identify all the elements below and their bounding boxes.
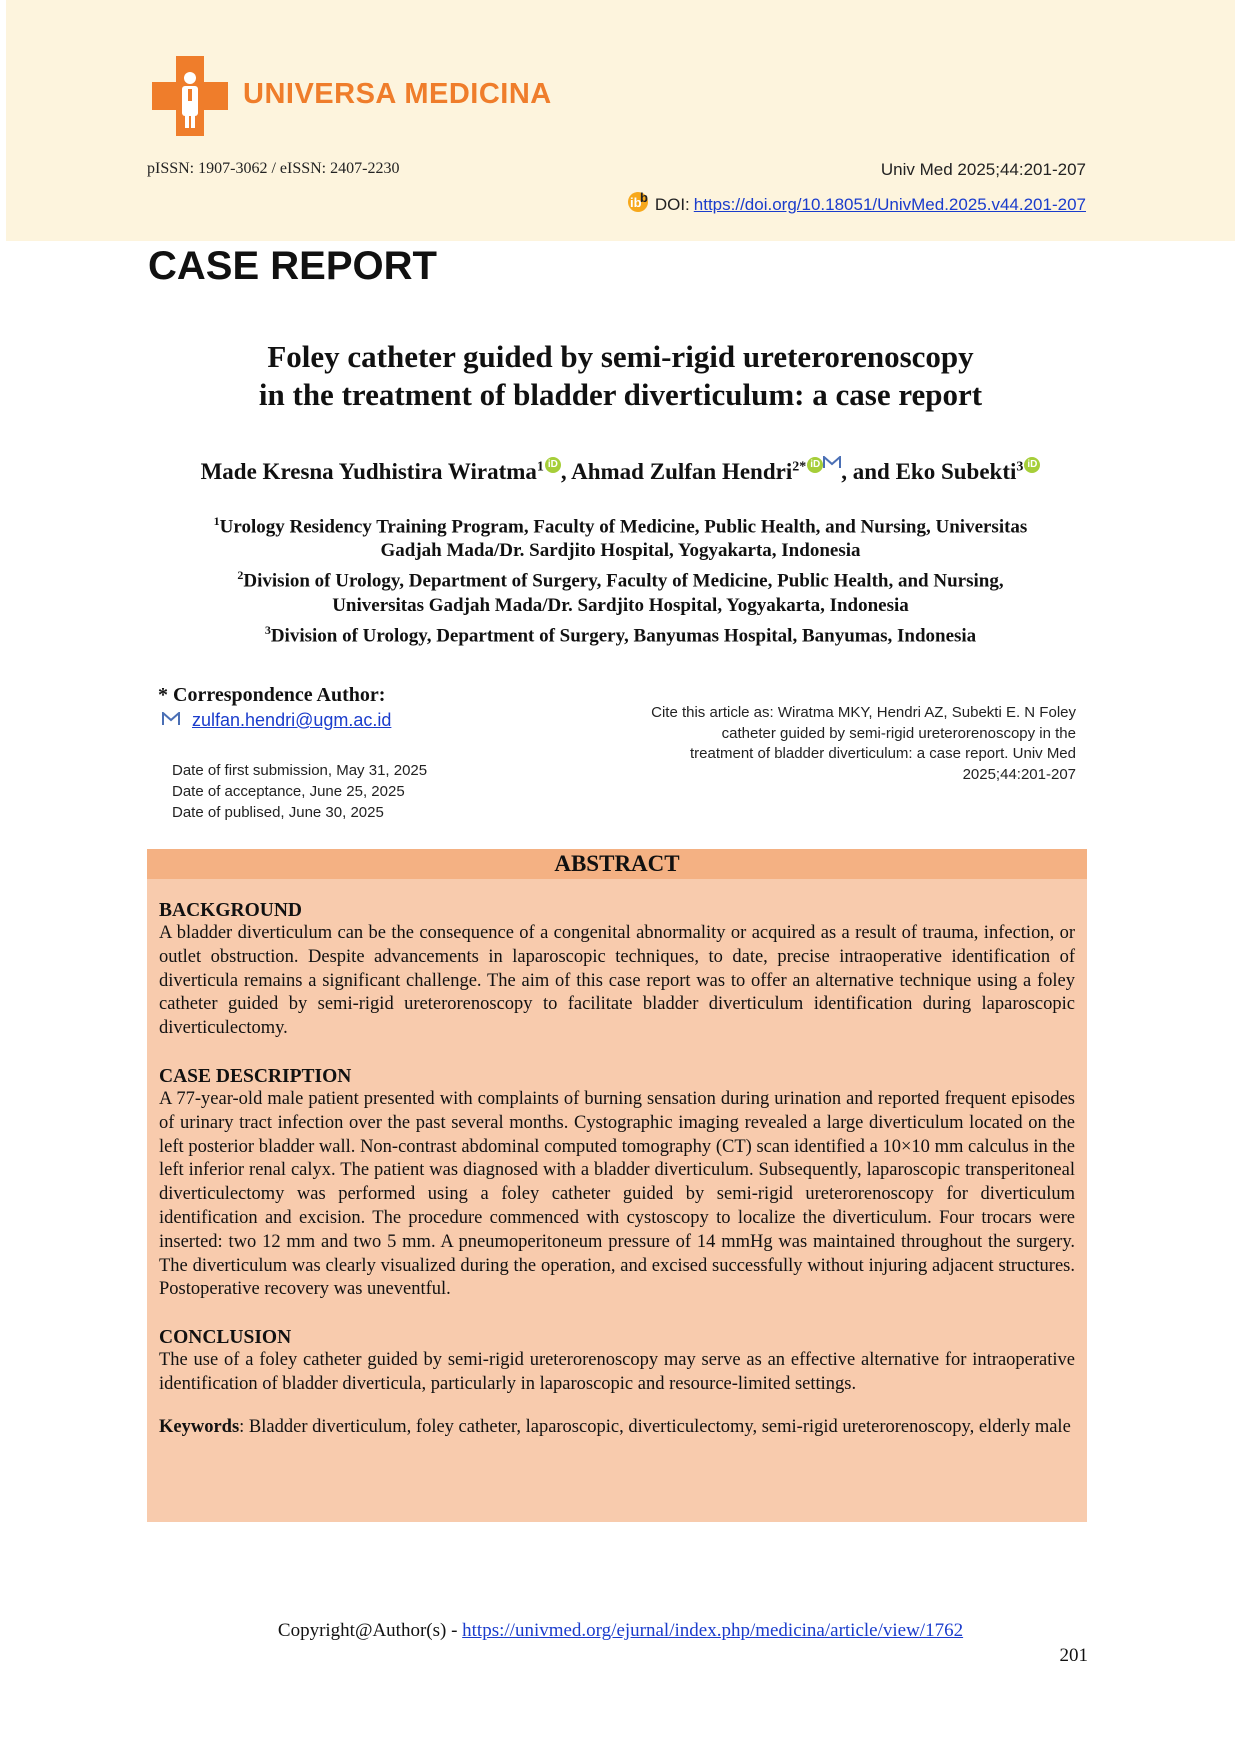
background-heading: BACKGROUND xyxy=(159,900,303,921)
svg-text:b: b xyxy=(639,191,648,205)
correspondence-label: * Correspondence Author: xyxy=(158,684,386,706)
date-submission: Date of first submission, May 31, 2025 xyxy=(172,762,428,779)
author-affil-sup: 3 xyxy=(1016,459,1024,475)
page-number: 201 xyxy=(1059,1645,1088,1666)
cite-line: Cite this article as: Wiratma MKY, Hendri AZ, Subekti E. N Foley xyxy=(651,704,1076,721)
author-affil-sup: 1 xyxy=(536,459,544,475)
copyright-text: Copyright@Author(s) - xyxy=(277,1620,463,1641)
svg-text:ib: ib xyxy=(629,195,642,210)
doi-line xyxy=(627,191,1086,218)
keywords xyxy=(159,1416,1075,1440)
cite-line: treatment of bladder diverticulum: a case report. Univ Med xyxy=(689,745,1076,762)
author-separator: , and xyxy=(841,459,896,484)
affiliation-2 xyxy=(0,563,1241,593)
affil-sup: 3 xyxy=(264,622,271,637)
affil-text: Division of Urology, Department of Surgery, Faculty of Medicine, Public Health, and Nursing, xyxy=(243,570,1004,592)
doi-link[interactable]: https://doi.org/10.18051/UnivMed.2025.v44.201-207 xyxy=(693,194,1086,214)
keywords-label: Keywords xyxy=(159,1416,240,1437)
background-text: A bladder diverticulum can be the consequence of a congenital abnormality or acquired as a result of trauma, infection, or outlet obstruction. Despite advancements in laparoscopic techniques, to date, precise intraoperative identification of diverticula remains a significant challenge. The aim of this case report was to offer an alternative technique using a foley catheter guided by semi-rigid ureterorenoscopy to facilitate bladder diverticulum identification during laparoscopic diverticulectomy. xyxy=(159,923,1075,1039)
affiliation-1-cont: Gadjah Mada/Dr. Sardjito Hospital, Yogyakarta, Indonesia xyxy=(380,540,861,562)
case-description-heading: CASE DESCRIPTION xyxy=(159,1065,352,1087)
conclusion-text: The use of a foley catheter guided by semi-rigid ureterorenoscopy may serve as an effective alternative for intraoperative identification of bladder diverticula, particularly in laparoscopic and resource-limited settings. xyxy=(159,1350,1075,1394)
author-name: Eko Subekti xyxy=(895,459,1017,484)
affil-sup: 1 xyxy=(213,514,220,528)
author-name: Made Kresna Yudhistira Wiratma xyxy=(200,459,537,484)
footer-copyright xyxy=(0,1620,1241,1642)
affiliation-2-cont: Universitas Gadjah Mada/Dr. Sardjito Hospital, Yogyakarta, Indonesia xyxy=(332,594,909,616)
affiliations xyxy=(0,509,1241,648)
article-dates xyxy=(172,760,427,823)
abstract-heading: ABSTRACT xyxy=(147,849,1087,879)
date-published: Date of publised, June 30, 2025 xyxy=(172,804,384,821)
issn: pISSN: 1907-3062 / eISSN: 2407-2230 xyxy=(147,160,400,177)
author-list xyxy=(0,449,1241,485)
correspondence-email xyxy=(162,710,391,731)
orcid-icon[interactable]: iD xyxy=(545,457,561,473)
cite-line: 2025;44:201-207 xyxy=(962,765,1076,783)
date-acceptance: Date of acceptance, June 25, 2025 xyxy=(172,783,405,800)
affil-text: Division of Urology, Department of Surgery, Banyumas Hospital, Banyumas, Indonesia xyxy=(270,624,977,646)
conclusion-heading: CONCLUSION xyxy=(159,1327,292,1349)
journal-citation: Univ Med 2025;44:201-207 xyxy=(880,160,1086,179)
article-url-link[interactable]: https://univmed.org/ejurnal/index.php/medicina/article/view/1762 xyxy=(462,1620,964,1641)
universa-medicina-logo xyxy=(152,56,228,136)
crossref-ib-icon xyxy=(627,191,653,218)
article-title xyxy=(0,338,1241,414)
email-icon xyxy=(162,710,180,731)
cite-this-article xyxy=(606,703,1076,785)
keywords-text: : Bladder diverticulum, foley catheter, laparoscopic, diverticulectomy, semi-rigid ureterorenoscopy, elderly male xyxy=(239,1416,1071,1437)
author-separator: , xyxy=(560,459,572,484)
email-link[interactable]: zulfan.hendri@ugm.ac.id xyxy=(192,710,392,730)
title-line-2: in the treatment of bladder diverticulum: a case report xyxy=(258,377,983,412)
abstract-box xyxy=(147,849,1087,1522)
orcid-icon[interactable]: iD xyxy=(807,457,823,473)
author-name: Ahmad Zulfan Hendri xyxy=(571,459,793,484)
email-icon[interactable] xyxy=(823,449,841,475)
title-line-1: Foley catheter guided by semi-rigid ureterorenoscopy xyxy=(267,339,974,374)
cite-line: catheter guided by semi-rigid ureterorenoscopy in the xyxy=(721,724,1076,742)
journal-name: UNIVERSA MEDICINA xyxy=(243,78,552,110)
orcid-icon[interactable]: iD xyxy=(1024,457,1040,473)
author-affil-sup: 2* xyxy=(792,459,807,475)
abstract-body xyxy=(147,899,1087,1440)
affiliation-1 xyxy=(0,509,1241,539)
affil-text: Urology Residency Training Program, Faculty of Medicine, Public Health, and Nursing, Universitas xyxy=(219,516,1028,538)
article-type: CASE REPORT xyxy=(148,244,437,288)
affil-sup: 2 xyxy=(237,568,244,583)
case-description-text: A 77-year-old male patient presented with complaints of burning sensation during urination and reported frequent episodes of urinary tract infection over the past several months. Cystographic imaging revealed a large diverticulum located on the left posterior bladder wall. Non-contrast abdominal computed tomography (CT) scan identified a 10×10 mm calculus in the left inferior renal calyx. The patient was diagnosed with a bladder diverticulum. Subsequently, laparoscopic transperitoneal diverticulectomy was performed using a foley catheter guided by semi-rigid ureterorenoscopy for diverticulum identification and excision. The procedure commenced with cystoscopy to localize the diverticulum. Four trocars were inserted: two 12 mm and two 5 mm. A pneumoperitoneum pressure of 14 mmHg was maintained throughout the surgery. The diverticulum was clearly visualized during the operation, and excised successfully without injuring adjacent structures. Postoperative recovery was uneventful. xyxy=(159,1088,1075,1300)
doi-label: DOI: xyxy=(654,194,690,214)
affiliation-3 xyxy=(0,618,1241,648)
